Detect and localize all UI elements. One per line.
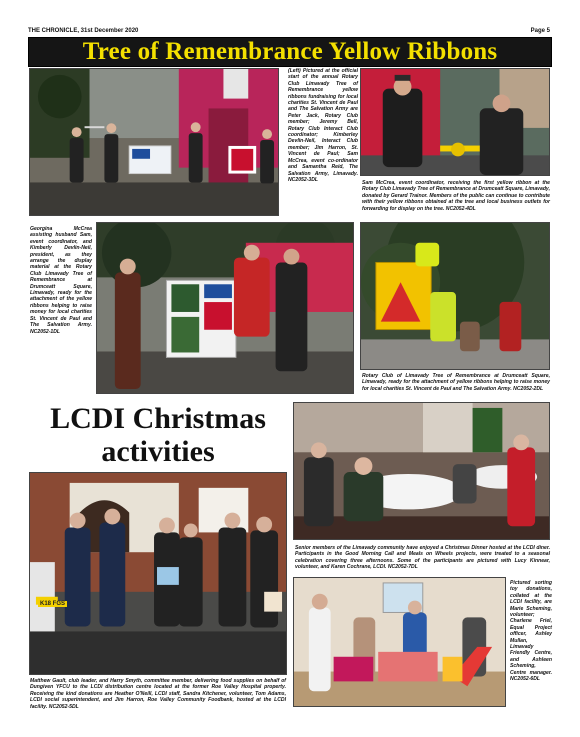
- photo-toy-sorting: [293, 577, 506, 707]
- photo-rotary-tree: [360, 222, 550, 370]
- photo-group-at-tree: [29, 68, 279, 216]
- caption-sam-mccrea: Sam McCrea, event coordinator, receiving the first yellow ribbon at the Rotary Club Limavady Tree of Remembrance at Drumceatt Square, Limavady, donated by Gerard Trainor. Members of the public can continue to contribute with their yellow ribbons obtained at the tree and local business outlets for forwarding for display on the tree. NC2052-4DL: [362, 180, 550, 212]
- photo-sam-mccrea-ribbon: [360, 68, 550, 176]
- caption-food-delivery: Matthew Gault, club leader, and Harry Smyth, committee member, delivering food supplies on behalf of Dungiven YFCU to the LCDI distribution centre located at the former Roe Valley Hospital property. Receiving the kind donations are Heather O'Neill, LCDI staff, Sandra Kitchener, volunteer, Tom Adams, LCDI social superintendent, and Jim Harron, Roe Valley Community Foodbank, hosted at the LCDI facility. NC2052-5DL: [30, 678, 286, 710]
- caption-toy-sorting: Pictured sorting toy donations, collated at the LCDI facility, are Marie Scheming, volunteer; Charlene Friel, Equal Project officer, Ashley Mullan, Limavady Friendly Centre, and Ashleen Scheming, Centre manager. NC2052-6DL: [510, 580, 552, 683]
- photo-christmas-dinner: [293, 402, 550, 540]
- caption-rotary-tree: Rotary Club of Limavady Tree of Remembrance at Drumceatt Square, Limavady, ready for the attachment of yellow ribbons helping to raise money for local charities St. Vincent de Paul and The Salvation Army. NC2052-2DL: [362, 373, 550, 392]
- lcdi-title-line1: LCDI Christmas: [50, 402, 266, 435]
- page-header: [28, 28, 550, 37]
- caption-tree-left: (Left) Pictured at the official start of the annual Rotary Club Limavady Tree of Remembrance yellow ribbons fundraising for local charities St. Vincent de Paul and The Salvation Army are Peter Jack, Rotary Club member; Jeremy Bell, Rotary Club Interact Club coordinator; Kimberley Devlin-Neil, Interact Club member; Jim Harron, St. Vincent de Paul; Sam McCrea, event co-ordinator and Samantha Reid, The Salvation Army, Limavady. NC2052-3DL: [288, 68, 358, 183]
- caption-georgina: Georgina McCrea assisting husband Sam, event coordinator, and Kimberly Devlin-Neil, president, as they arrange the display material at the Rotary Club Limavady Tree of Remembrance at Drumceatt Square, Limavady, ready for the attachment of the yellow ribbons helping to raise money for local charities St. Vincent de Paul and The Salvation Army. NC2052-1DL: [30, 226, 92, 335]
- tree-of-remembrance-banner: Tree of Remembrance Yellow Ribbons: [28, 37, 552, 67]
- photo-food-delivery: [29, 472, 287, 675]
- newspaper-dateline: THE CHRONICLE, 31st December 2020: [28, 28, 139, 34]
- lcdi-title-line2: activities: [101, 435, 215, 468]
- van-number-plate: K18 FGS: [40, 601, 66, 607]
- caption-senior-dinner: Senior members of the Limavady community have enjoyed a Christmas Dinner hosted at the LCDI diner. Participants in the Good Morning Call and Meals on Wheels projects, were treated to a seasonal celebration covering three afternoons. Some of the participants are pictured with Lucy Kinnear, volunteer, and Karen Cochrane, LCDI. NC2052-7DL: [295, 545, 550, 571]
- page-number: Page 5: [530, 28, 550, 34]
- photo-georgina-display: [96, 222, 354, 394]
